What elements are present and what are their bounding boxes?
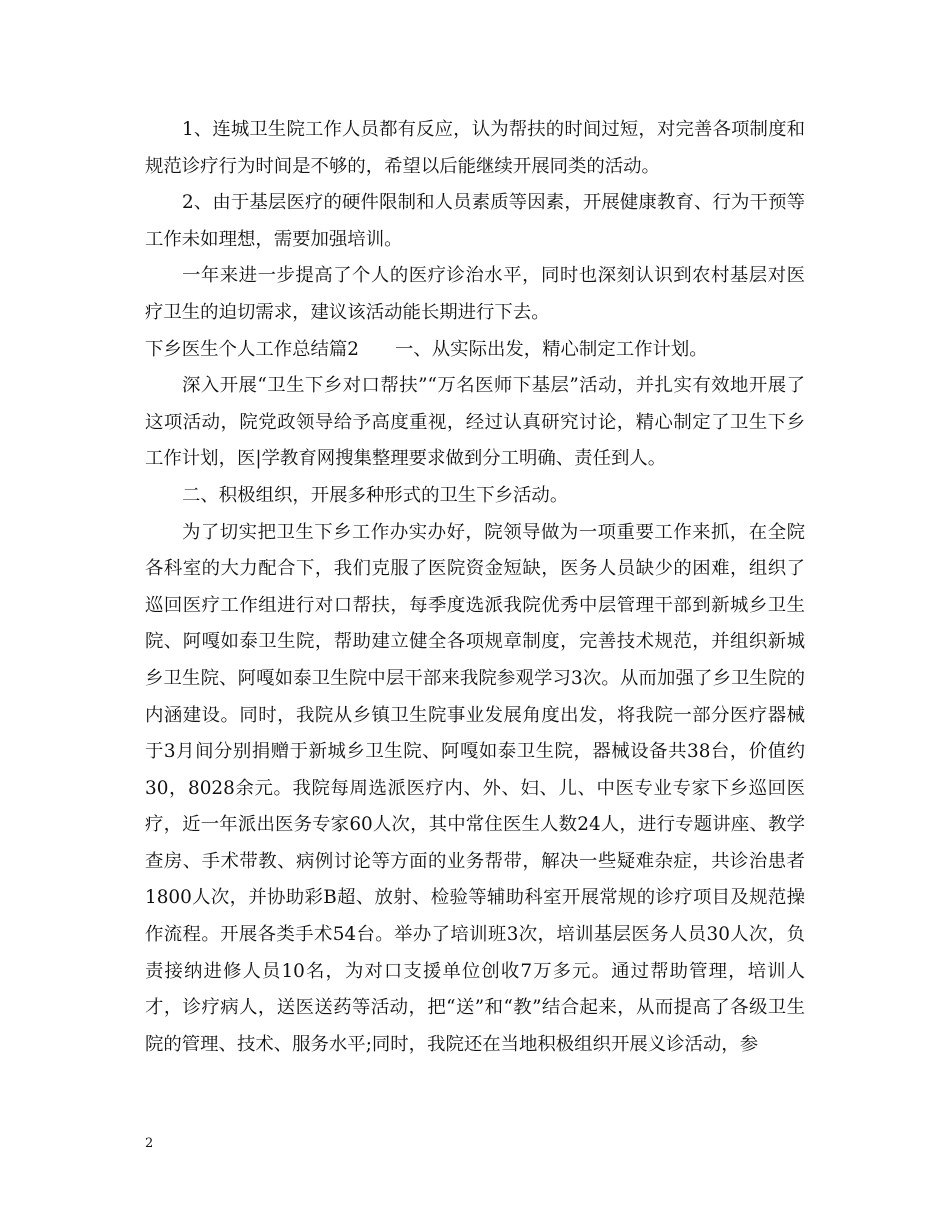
- page-number: 2: [145, 1136, 154, 1151]
- paragraph-feedback: 1、连城卫生院工作人员都有反应，认为帮扶的时间过短，对完善各项制度和规范诊疗行为时间是不够的，希望以后能继续开展同类的活动。: [145, 119, 805, 177]
- paragraph-limitations: 2、由于基层医疗的硬件限制和人员素质等因素，开展健康教育、行为干预等工作未如理想，需要加强培训。: [145, 192, 805, 250]
- paragraph-conclusion: 一年来进一步提高了个人的医疗诊治水平，同时也深刻认识到农村基层对医疗卫生的迫切需求，建议该活动能长期进行下去。: [145, 265, 805, 323]
- paragraph-activities: 为了切实把卫生下乡工作办实办好，院领导做为一项重要工作来抓，在全院各科室的大力配合下，我们克服了医院资金短缺，医务人员缺少的困难，组织了巡回医疗工作组进行对口帮扶，每季度选派我院优秀中层管理干部到新城乡卫生院、阿嘎如泰卫生院，帮助建立健全各项规章制度，完善技术规范，并组织新城乡卫生院、阿嘎如泰卫生院中层干部来我院参观学习3次。从而加强了乡卫生院的内涵建设。同时，我院从乡镇卫生院事业发展角度出发，将我院一部分医疗器械于3月间分别捐赠于新城乡卫生院、阿嘎如泰卫生院，器械设备共38台，价值约30，8028余元。我院每周选派医疗内、外、妇、儿、中医专业专家下乡巡回医疗，近一年派出医务专家60人次，其中常住医生人数24人，进行专题讲座、教学查房、手术带教、病例讨论等方面的业务帮带，解决一些疑难杂症，共诊治患者1800人次，并协助彩B超、放射、检验等辅助科室开展常规的诊疗项目及规范操作流程。开展各类手术54台。举办了培训班3次，培训基层医务人员30人次，负责接纳进修人员10名，为对口支援单位创收7万多元。通过帮助管理，培训人才，诊疗病人，送医送药等活动，把“送”和“教”结合起来，从而提高了各级卫生院的管理、技术、服务水平;同时，我院还在当地积极组织开展义诊活动，参: [145, 521, 805, 1055]
- document-body: [145, 112, 805, 1063]
- section-heading-line: [145, 332, 805, 369]
- paragraph-plan: 深入开展“卫生下乡对口帮扶”“万名医师下基层”活动，并扎实有效地开展了这项活动，院党政领导给予高度重视，经过认真研究讨论，精心制定了卫生下乡工作计划，医|学教育网搜集整理要求做到分工明确、责任到人。: [145, 375, 805, 470]
- section-first-point: 一、从实际出发，精心制定工作计划。: [395, 338, 708, 360]
- paragraph-subheading: 二、积极组织，开展多种形式的卫生下乡活动。: [182, 484, 569, 506]
- section-title: 下乡医生个人工作总结篇2: [145, 338, 359, 360]
